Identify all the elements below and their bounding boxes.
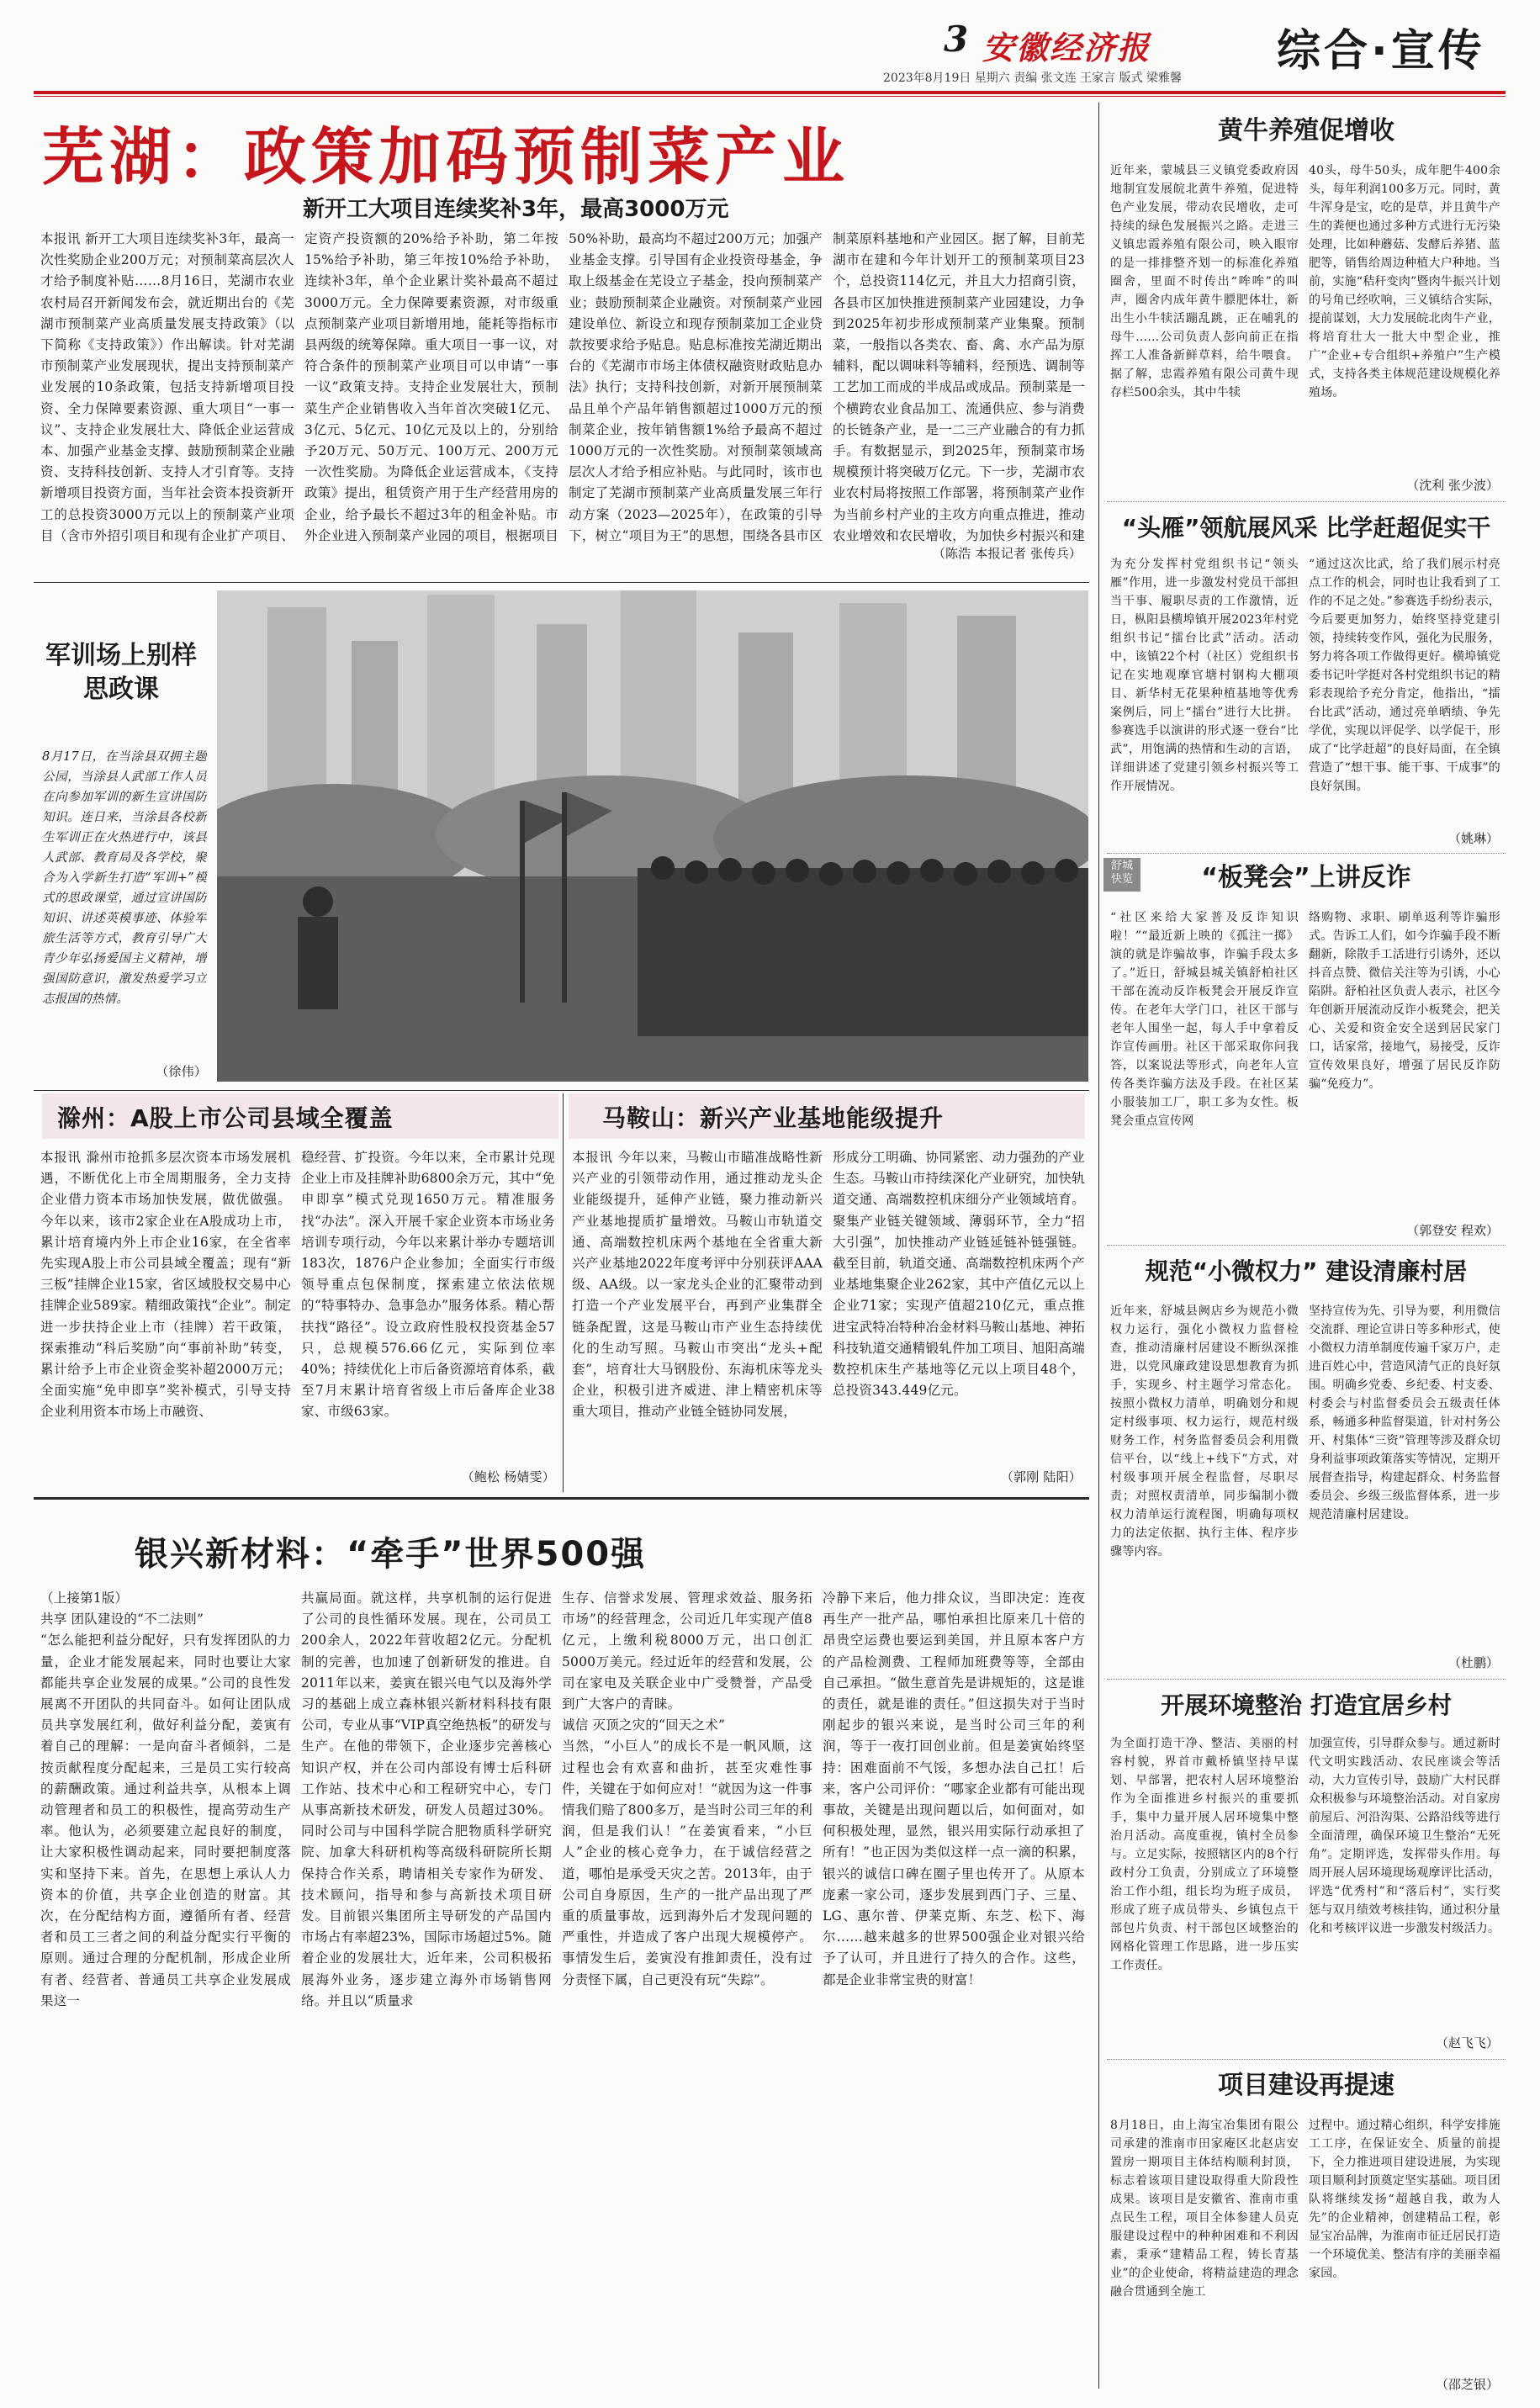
military-headline: 军训场上别样思政课 [45,641,197,704]
issue-meta: 2023年8月19日 星期六 责编 张文连 王家言 版式 梁雅馨 [883,71,1183,85]
lead-col-4: 制菜原料基地和产业园区。据了解，目前芜湖市在建和今年计划开工的预制菜项目23个，总投资114亿元，并且大力招商引资，各县市区加快推进预制菜产业园建设，力争到2025年初步形成预制菜产业集聚。预制菜，一般指以各类农、畜、禽、水产品为原辅料，配以调味料等辅料，经预选、调制等工艺加工而成的半成品或成品。预制菜是一个横跨农业食品加工、流通供应、参与消费的长链条产业，是一二三产业融合的有力抓手。有数据显示，到2025年，预制菜市场规模预计将突破万亿元。下一步，芜湖市农业农村局将按照工作部署，将预制菜产业作为当前乡村产业的主攻方向重点推进，推动农业增效和农民增收，为加快乡村振兴和建 [833,231,1085,543]
yinxing-col-4: 冷静下来后，他力排众议，当即决定：连夜再生产一批产品，哪怕承担比原来几十倍的昂贵空运费也要运到美国，并且原本客户方的产品检测费、工程师加班费等等，全部由自己承担。“做生意首先是讲规矩的，这是谁的责任，就是谁的责任。”但这损失对于当时刚起步的银兴来说，是当时公司三年的利润，等于一夜打回创业前。但是姜寅始终坚持：困难面前不气馁，多想办法自己扛！后来，客户公司评价：“哪家企业都有可能出现事故，关键是出现问题以后，如何面对，如何积极处理，显然，银兴用实际行动承担了所有！”也正因为类似这样一点一滴的积累，银兴的诚信口碑在圈子里也传开了。从原本庞素一家公司，逐步发展到西门子、三星、LG、惠尔普、伊莱克斯、东芝、松下、海尔……越来越多的世界500强企业对银兴给予了认可，并且进行了持久的合作。这些，都是企业非常宝贵的财富！ [823,1590,1085,1987]
huanjing-byline: （赵飞飞） [1435,2035,1499,2051]
toutu-col-1: 为充分发挥村党组织书记“领头雁”作用，进一步激发村党员干部担当干事、履职尽责的工作激情，近日，枞阳县横埠镇开展2023年村党组织书记“擂台比武”活动。活动中，该镇22个村（社区）党组织书记在实地观摩官塘村钢构大棚项目、新华村无花果种植基地等优秀案例后，同上“擂台”进行大比拼。参赛选手以演讲的形式逐一登台“比武”，用饱满的热情和生动的言语，详细讲述了党建引领乡村振兴等工作开展情况。 [1110,558,1299,793]
bandeng-byline: （郭登安 程欢） [1406,1223,1499,1238]
column-tag: 舒城快览 [1103,858,1140,892]
xiangmu-byline: （邵芝银） [1435,2377,1499,2392]
weiquan-col-2: 坚持宣传为先、引导为要，利用微信交流群、理论宣讲日等多种形式，使小微权力清单制度传遍千家万户，走进百姓心中，营造风清气正的良好氛围。明确乡党委、乡纪委、村支委、村委会与村监督委员会五级责任体系，畅通多种监督渠道，针对村务公开、村集体“三资”管理等涉及群众切身利益事项政策落实等情况，定期开展督查指导，构建起群众、村务监督委员会、乡级三级监督体系，进一步规范清廉村居建设。 [1309,1305,1500,1522]
yinxing-col-2: 共赢局面。就这样，共享机制的运行促进了公司的良性循环发展。现在，公司员工200余人，2022年营收超2亿元。分配机制的完善，也加速了创新研发的推进。自2011年以来，姜寅在银兴电气以及海外学习的基础上成立森林银兴新材料科技有限公司，专业从事“VIP真空绝热板”的研发与生产。在他的带领下，企业逐步完善核心知识产权，并在公司内部设有博士后科研工作站、技术中心和工程研究中心，专门从事高新技术研发，研发人员超过30%。同时公司与中国科学院合肥物质科学研究院、加拿大科研机构等高级科研院所长期保持合作关系，聘请相关专家作为研发、技术顾问，指导和参与高新技术项目研发。目前银兴集团所主导研发的产品国内市场占有率超23%，国际市场超过5%。随着企业的发展壮大，近年来，公司积极拓展海外业务，逐步建立海外市场销售网络。并且以“质量求 [301,1590,552,2008]
bandeng-col-2: 络购物、求职、刷单返利等诈骗形式。告诉工人们，如今诈骗手段不断翻新，除散手工活进行引诱外，还以抖音点赞、微信关注等为引诱，小心陷阱。舒柏社区负责人表示，社区今年创新开展流动反诈小板凳会，把关心、关爱和资金安全送到居民家门口，话家常，接地气，易接受，反诈宣传效果良好，增强了居民反诈防骗“免疫力”。 [1309,911,1500,1091]
section-title: 综合·宣传 [1277,26,1485,77]
cattle-col-1: 近年来，蒙城县三义镇党委政府因地制宜发展皖北黄牛养殖，促进特色产业发展，带动农民增收，走可持续的绿色发展振兴之路。走进三义镇忠霞养殖有限公司，映入眼帘的是一排排整齐划一的标准化养殖圈舍，里面不时传出“哞哞”的叫声，圈舍内成年黄牛膘肥体壮，新出生小牛犊活蹦乱跳，正在哺乳的母牛……公司负责人彭向前正在指挥工人准备新鲜草料，给牛喂食。据了解，忠霞养殖有限公司黄牛现存栏500余头，其中牛犊 [1110,164,1299,400]
toutu-byline: （姚琳） [1447,831,1499,846]
yinxing-col-1: （上接第1版） 共享 团队建设的“不二法则” “怎么能把利益分配好，只有发挥团队的力量，企业才能发展起来，同时也要让大家都能共享企业发展的成果。”公司的良性发展离不开团队的共同奋斗。如何让团队成员共享发展红利，做好利益分配，姜寅有着自己的理解：一是向奋斗者倾斜，二是按贡献程度分配起来，三是员工实行较高的薪酬政策。通过利益共享，从根本上调动管理者和员工的积极性，提高劳动生产率。他认为，必须要建立起良好的制度，让大家积极性调动起来，同时要把制度落实和坚持下来。首先，在思想上承认人力资本的价值，共享企业创造的财富。其次，在分配结构方面，遵循所有者、经营者和员工三者之间的利益分配实行平衡的原则。通过合理的分配机制，形成企业所有者、经营者、普通员工共享企业发展成果这一 [40,1590,291,2008]
maanshan-headline: 马鞍山：新兴产业基地能级提升 [569,1093,1085,1139]
huanjing-headline: 开展环境整治 打造宜居乡村 [1161,1691,1452,1719]
cattle-headline: 黄牛养殖促增收 [1218,116,1394,146]
huanjing-col-1: 为全面打造干净、整洁、美丽的村容村貌，界首市戴桥镇坚持早谋划、早部署，把农村人居环境整治作为全面推进乡村振兴的重要抓手，集中力量开展人居环境集中整治月活动。高度重视，镇村全员参与。立足实际，按照辖区内的8个行政村分工负责，分别成立了环境整治工作小组，组长均为班子成员，形成了班子成员带头、乡镇包点干部包片负责、村干部包区域整治的网格化管理工作思路，进一步压实工作责任。 [1110,1737,1299,1972]
xiangmu-col-2: 过程中。通过精心组织，科学安排施工工序，在保证安全、质量的前提下，全力推进项目建设进展，为实现项目顺利封顶奠定坚实基础。项目团队将继续发扬“超越自我，敢为人先”的企业精神，创建精品工程，彰显宝冶品牌，为淮南市征迁居民打造一个环境优美、整洁有序的美丽幸福家园。 [1309,2119,1500,2280]
xiangmu-col-1: 8月18日，由上海宝冶集团有限公司承建的淮南市田家庵区北赵店安置房一期项目主体结构顺利封顶，标志着该项目建设取得重大阶段性成果。该项目是安徽省、淮南市重点民生工程，项目全体参建人员克服建设过程中的种种困难和不利因素，秉承“建精品工程，铸长青基业”的企业使命，将精益建造的理念融合贯通到全施工 [1110,2119,1299,2299]
cattle-col-2: 40头，母牛50头，成年肥牛400余头，每年利润100多万元。同时，黄牛浑身是宝，吃的是草，并且黄牛产生的粪便也通过多种方式进行无污染处理，比如种蘑菇、发酵后养猪、蓝肥等，销售给周边种植大户种地。当前，实施“秸秆变肉”暨肉牛振兴计划的号角已经吹响，三义镇结合实际，提前谋划，大力发展皖北肉牛产业，将培育壮大一批大中型企业，推广“企业+专合组织+养殖户”生产模式，支持各类主体规范建设规模化养殖场。 [1309,164,1500,400]
toutu-headline: “头雁”领航展风采 比学赶超促实干 [1121,514,1491,542]
chuzhou-headline: 滁州：A股上市公司县域全覆盖 [42,1093,558,1139]
military-training-photo [217,590,1088,1082]
toutu-col-2: “通过这次比武，给了我们展示村亮点工作的机会，同时也让我看到了工作的不足之处。”参赛选手纷纷表示，今后要更加努力，始终坚持党建引领，持续转变作风，强化为民服务，努力将各项工作做得更好。横埠镇党委书记叶学挺对各村党组织书记的精彩表现给予充分肯定，他指出，“擂台比武”活动，通过亮单晒绩、争先学优，实现以评促学、以学促干，形成了“比学赶超”的良好局面，在全镇营造了“想干事、能干事、干成事”的良好氛围。 [1309,558,1500,793]
military-caption: 8月17日，在当涂县双拥主题公园，当涂县人武部工作人员在向参加军训的新生宣讲国防知识。连日来，当涂县各校新生军训正在火热进行中，该县人武部、教育局及各学校，聚合为入学新生打造“军训+”模式的思政课堂，通过宣讲国防知识、讲述英模事迹、体验军旅生活等方式，教育引导广大青少年弘扬爱国主义精神，增强国防意识，激发热爱学习立志报国的热情。 [42,750,207,1006]
lead-col-2: 定资产投资额的20%给予补助，第二年按15%给予补助，第三年按10%给予补助，连续补3年，单个企业累计奖补最高不超过3000万元。全力保障要素资源，对市级重点预制菜产业项目新增用地，能耗等指标市县两级的统筹保障。重大项目一事一议，对符合条件的预制菜产业项目可以申请“一事一议”政策支持。支持企业发展壮大，预制菜生产企业销售收入当年首次突破1亿元、3亿元、5亿元、10亿元及以上的，分别给予20万元、50万元、100万元、200万元一次性奖励。为降低企业运营成本，《支持政策》提出，租赁资产用于生产经营用房的企业，给予最长不超过3年的租金补贴。市外企业进入预制菜产业园的项目，根据项目 [304,231,558,543]
maanshan-col-2: 形成分工明确、协同紧密、动力强劲的产业生态。马鞍山市持续深化产业研究，加快轨道交通、高端数控机床细分产业领域培育。聚集产业链关键领域、薄弱环节，全力“招大引强”，加快推动产业链延链补链强链。截至目前，轨道交通、高端数控机床两个产业基地集聚企业262家，其中产值亿元以上企业71家；实现产值超210亿元，重点推进宝武特冶特种冶金材料马鞍山基地、神拓科技轨道交通精锻轧件加工项目、旭阳高端数控机床生产基地等亿元以上项目48个，总投资343.449亿元。 [833,1150,1085,1399]
yinxing-headline: 银兴新材料：“牵手”世界500强 [135,1535,647,1574]
bandeng-col-1: “社区来给大家普及反诈知识啦！”“最近新上映的《孤注一掷》演的就是诈骗故事，诈骗手段太多了。”近日，舒城县城关镇舒柏社区干部在流动反诈板凳会开展反诈宣传。在老年大学门口，社区干部与老年人围坐一起，每人手中拿着反诈宣传画册。社区干部采取你问我答，以案说法等形式，向老年人宣传各类诈骗方法及手段。在社区某小服装加工厂，职工多为女性。板凳会重点宣传网 [1110,911,1299,1128]
lead-col-3: 50%补助，最高均不超过200万元；加强产业基金支撑。引导国有企业投资母基金，争取上级基金在芜设立子基金，投向预制菜产业；鼓励预制菜企业融资。对预制菜产业园建设单位、新设立和现存预制菜加工企业贷款按要求给予贴息。贴息标准按芜湖近期出台的《芜湖市市场主体债权融资财政贴息办法》执行；支持科技创新，对新开展预制菜品且单个产品年销售额超过1000万元的预制菜企业，按年销售额1%给予最高不超过1000万元的一次性奖励。对预制菜领域高层次人才给予相应补贴。与此同时，该市也制定了芜湖市预制菜产业高质量发展三年行动方案（2023—2025年），在政策的引导下，树立“项目为王”的思想，围绕各县市区 [569,231,823,543]
lead-byline: （陈浩 本报记者 张传兵） [932,546,1082,561]
chuzhou-byline: （鲍松 杨婧雯） [461,1469,555,1484]
page-number: 3 [944,19,969,60]
lead-subtitle: 新开工大项目连续奖补3年，最高3000万元 [303,197,729,222]
photo-illustration [217,590,1088,1082]
maanshan-col-1: 本报讯 今年以来，马鞍山市瞄准战略性新兴产业的引领带动作用，通过推动龙头企业能级提升，延伸产业链，聚力推动新兴产业基地提质扩量增效。马鞍山市轨道交通、高端数控机床两个基地在全省重大新兴产业基地2022年度考评中分别获评AAA级、AA级。以一家龙头企业的汇聚带动到打造一个产业发展平台，再到产业集群全链条配置，这是马鞍山市产业生态持续优化的生动写照。马鞍山市突出“龙头+配套”，培育壮大马钢股份、东海机床等龙头企业，积极引进齐威进、津上精密机床等重大项目，推动产业链全链协同发展， [572,1150,823,1420]
huanjing-col-2: 加强宣传，引导群众参与。通过新时代文明实践活动、农民座谈会等活动，大力宣传引导，鼓励广大村民群众积极参与环境整治活动。对自家房前屋后、河沿沟渠、公路沿线等进行全面清理，确保环境卫生整治“无死角”。定期评选，发挥带头作用。每周开展人居环境现场观摩评比活动，评选“优秀村”和“落后村”，实行奖惩与双月绩效考核挂钩，通过积分量化和考核评议进一步激发村级活力。 [1309,1737,1500,1935]
yinxing-col-3: 生存、信誉求发展、管理求效益、服务拓市场”的经营理念，公司近几年实现产值8亿元，上缴利税8000万元，出口创汇5000万美元。经过近年的经营和发展，公司在家电及关联企业中广受赞誉，产品受到广大客户的青睐。 诚信 灭顶之灾的“回天之术” 当然，“小巨人”的成长不是一帆风顺，这过程也会有欢喜和曲折，甚至灾难性事件，关键在于如何应对！“就因为这一件事情我们赔了800多万，是当时公司三年的利润，但是我们认！”在姜寅看来，“小巨人”企业的核心竞争力，在于诚信经营之道，哪怕是承受天灾之苦。2013年，由于公司自身原因，生产的一批产品出现了严重的质量事故，远到海外后才发现问题的严重性，并造成了客户出现大规模停产。事情发生后，姜寅没有推卸责任，没有过分责怪下属，自己更没有玩“失踪”。 [562,1590,812,1987]
maanshan-byline: （郭刚 陆阳） [1000,1469,1082,1484]
weiquan-col-1: 近年来，舒城县阙店乡为规范小微权力运行，强化小微权力监督检查，推动清廉村居建设不断纵深推进，以党风廉政建设思想教育为抓手，实现乡、村主题学习常态化。按照小微权力清单，明确划分和规定村级事项、权力运行，规范村级财务工作，村务监督委员会利用微信平台，以“线上+线下”方式，对村级事项开展全程监督，尽职尽责；对照权责清单，同步编制小微权力清单运行流程图，明确每项权力的法定依据、执行主体、程序步骤等内容。 [1110,1305,1299,1559]
cattle-byline: （沈利 张少波） [1406,478,1499,493]
newspaper-brand: 安徽经济报 [982,29,1151,66]
chuzhou-col-1: 本报讯 滁州市抢抓多层次资本市场发展机遇，不断优化上市全周期服务，全力支持企业借力资本市场加快发展，做优做强。今年以来，该市2家企业在A股成功上市，累计培育境内外上市企业16家，在全省率先实现A股上市公司县域全覆盖；现有“新三板”挂牌企业15家，省区域股权交易中心挂牌企业589家。精细政策找“企业”。制定进一步扶持企业上市（挂牌）若干政策，探索推动“科后奖励”向“事前补助”转变，累计给予上市企业资金奖补超2000万元；全面实施“免申即享”奖补模式，引导支持企业利用资本市场上市融资、 [40,1150,291,1420]
military-byline: （徐伟） [156,1064,207,1079]
lead-col-1: 本报讯 新开工大项目连续奖补3年，最高一次性奖励企业200万元；对预制菜高层次人才给予制度补贴……8月16日，芜湖市农业农村局召开新闻发布会，就近期出台的《芜湖市预制菜产业高质量发展支持政策》（以下简称《支持政策》）作出解读。针对芜湖市预制菜产业发展现状，提出支持预制菜产业发展的10条政策，包括支持新增项目投资、全力保障要素资源、重大项目“一事一议”、支持企业发展壮大、降低企业运营成本、加强产业基金支撑、鼓励预制菜企业融资、支持科技创新、支持人才引育等。支持新增项目投资方面，当年社会资本投资新开工的总投资3000万元以上的预制菜产业项目（含市外招引项目和现有企业扩产项目、 [40,231,294,543]
weiquan-byline: （杜鹏） [1447,1655,1499,1670]
xiangmu-headline: 项目建设再提速 [1218,2071,1394,2100]
weiquan-headline: 规范“小微权力” 建设清廉村居 [1145,1257,1468,1285]
chuzhou-col-2: 稳经营、扩投资。今年以来，全市累计兑现企业上市及挂牌补助6800余万元，其中“免申即享”模式兑现1650万元。精准服务找“办法”。深入开展千家企业资本市场业务培训专项行动，今年以来累计举办专题培训183次，1876户企业参加；全面实行市级领导重点包保制度，探索建立依法依规的“特事特办、急事急办”服务体系。精心帮扶找“路径”。设立政府性股权投资基金57只，总规模576.66亿元，实际到位率40%；持续优化上市后备资源培育体系，截至7月末累计培育省级上市后备库企业38家、市级63家。 [301,1150,555,1420]
bandeng-headline: “板凳会”上讲反诈 [1201,863,1411,892]
lead-headline: 芜湖：政策加码预制菜产业 [42,121,849,193]
